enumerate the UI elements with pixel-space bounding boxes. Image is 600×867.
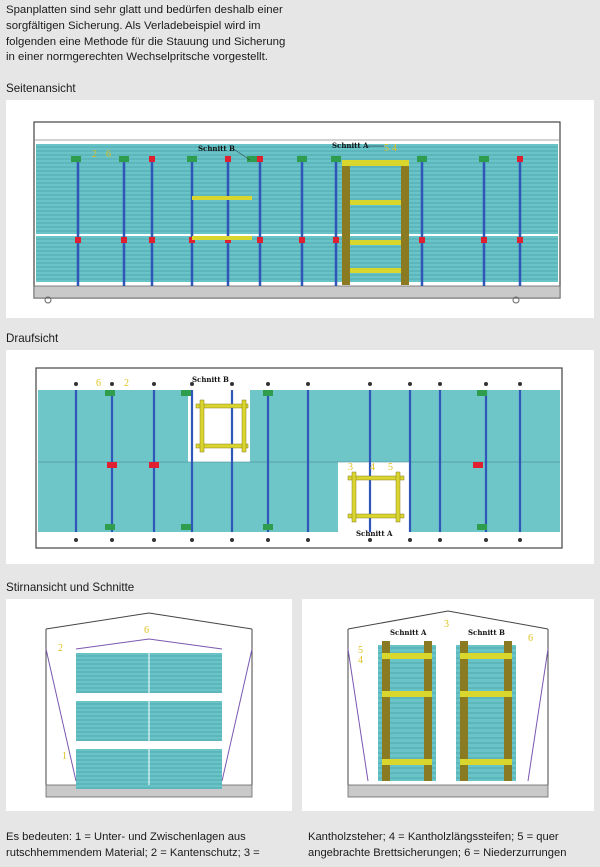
edge-protector xyxy=(121,237,127,243)
anchor-point xyxy=(306,538,310,542)
section-title-top-view: Draufsicht xyxy=(6,332,59,345)
marker-2: 2 xyxy=(124,378,129,389)
edge-protector xyxy=(149,462,159,468)
edge-protector xyxy=(333,237,339,243)
section-title-end-view: Stirnansicht und Schnitte xyxy=(6,581,135,594)
edge-protector xyxy=(257,237,263,243)
marker-6: 6 xyxy=(144,625,149,636)
corner-protector xyxy=(119,156,129,162)
corner-protector xyxy=(263,524,273,530)
board-stacks xyxy=(76,649,222,789)
anchor-point xyxy=(152,538,156,542)
anchor-point xyxy=(518,538,522,542)
anchor-point xyxy=(484,538,488,542)
intro-line: Spanplatten sind sehr glatt und bedürfen deshalb einer xyxy=(6,4,283,16)
corner-protector xyxy=(71,156,81,162)
marker-4: 4 xyxy=(370,462,375,473)
edge-protector xyxy=(419,237,425,243)
legend-line: Es bedeuten: 1 = Unter- und Zwischenlagen aus xyxy=(6,831,246,843)
anchor-point xyxy=(518,382,522,386)
cut-b-label: Schnitt B xyxy=(198,144,235,153)
cut-a-label: Schnitt A xyxy=(332,141,369,150)
edge-protector xyxy=(517,156,523,162)
anchor-point xyxy=(230,382,234,386)
anchor-point xyxy=(110,382,114,386)
anchor-point xyxy=(368,538,372,542)
cut-b-label: Schnitt B xyxy=(192,375,229,384)
top-view-diagram xyxy=(6,350,594,564)
edge-protector xyxy=(107,462,117,468)
legend-line: Kantholzsteher; 4 = Kantholzlängssteifen; 5 = quer xyxy=(308,831,559,843)
anchor-point xyxy=(306,382,310,386)
anchor-point xyxy=(74,382,78,386)
anchor-point xyxy=(230,538,234,542)
legend-right xyxy=(308,829,596,861)
marker-3: 3 xyxy=(348,462,353,473)
corner-protector xyxy=(181,524,191,530)
corner-protector xyxy=(297,156,307,162)
anchor-point xyxy=(438,538,442,542)
marker-6: 6 xyxy=(96,378,101,389)
corner-protector xyxy=(187,156,197,162)
legend-line: rutschhemmendem Material; 2 = Kantenschutz; 3 = xyxy=(6,847,260,859)
corner-protector xyxy=(417,156,427,162)
edge-protector xyxy=(299,237,305,243)
corner-protector xyxy=(105,390,115,396)
marker-2: 2 xyxy=(92,149,97,160)
cuts-view-panel xyxy=(302,599,594,811)
legend-left xyxy=(6,829,296,861)
cut-b-label: Schnitt B xyxy=(468,628,505,637)
marker-5: 5 xyxy=(358,645,363,656)
marker-4: 4 xyxy=(358,655,363,666)
corner-protector xyxy=(331,156,341,162)
anchor-point xyxy=(190,538,194,542)
side-view-panel xyxy=(6,100,594,318)
anchor-point xyxy=(266,538,270,542)
corner-protector xyxy=(263,390,273,396)
marker-6: 6 xyxy=(528,633,533,644)
side-view-diagram xyxy=(6,100,594,318)
marker-1: 1 xyxy=(62,751,67,762)
edge-protector xyxy=(75,237,81,243)
anchor-point xyxy=(368,382,372,386)
marker-5: 5 xyxy=(384,143,389,154)
edge-protector xyxy=(149,237,155,243)
corner-protector xyxy=(477,524,487,530)
anchor-point xyxy=(408,382,412,386)
end-view-diagram xyxy=(6,599,292,811)
intro-paragraph xyxy=(6,3,306,66)
edge-protector xyxy=(257,156,263,162)
anchor-point xyxy=(266,382,270,386)
cuts-view-diagram xyxy=(302,599,594,811)
end-view-panel xyxy=(6,599,292,811)
corner-protector xyxy=(105,524,115,530)
board-stacks xyxy=(36,144,558,282)
anchor-point xyxy=(152,382,156,386)
marker-3: 3 xyxy=(444,619,449,630)
anchor-point xyxy=(110,538,114,542)
intro-line: folgenden eine Methode für die Stauung und Sicherung xyxy=(6,35,286,48)
marker-2: 2 xyxy=(58,643,63,654)
marker-4: 4 xyxy=(392,143,397,154)
marker-5: 5 xyxy=(388,462,393,473)
anchor-point xyxy=(438,382,442,386)
anchor-point xyxy=(74,538,78,542)
cut-a-label: Schnitt A xyxy=(356,529,393,538)
top-view-panel xyxy=(6,350,594,564)
intro-line: sorgfältigen Sicherung. Als Verladebeispiel wird im xyxy=(6,19,261,32)
corner-protector xyxy=(477,390,487,396)
edge-protector xyxy=(225,156,231,162)
anchor-point xyxy=(408,538,412,542)
corner-protector xyxy=(479,156,489,162)
edge-protector xyxy=(473,462,483,468)
intro-line: in einer normgerechten Wechselpritsche vorgestellt. xyxy=(6,51,268,64)
edge-protector xyxy=(149,156,155,162)
corner-protector xyxy=(181,390,191,396)
legend-line: angebrachte Brettsicherungen; 6 = Niederzurrungen xyxy=(308,847,567,859)
marker-6: 6 xyxy=(106,149,111,160)
edge-protector xyxy=(517,237,523,243)
anchor-point xyxy=(484,382,488,386)
section-title-side-view: Seitenansicht xyxy=(6,82,76,95)
cut-a-label: Schnitt A xyxy=(390,628,427,637)
edge-protector xyxy=(481,237,487,243)
